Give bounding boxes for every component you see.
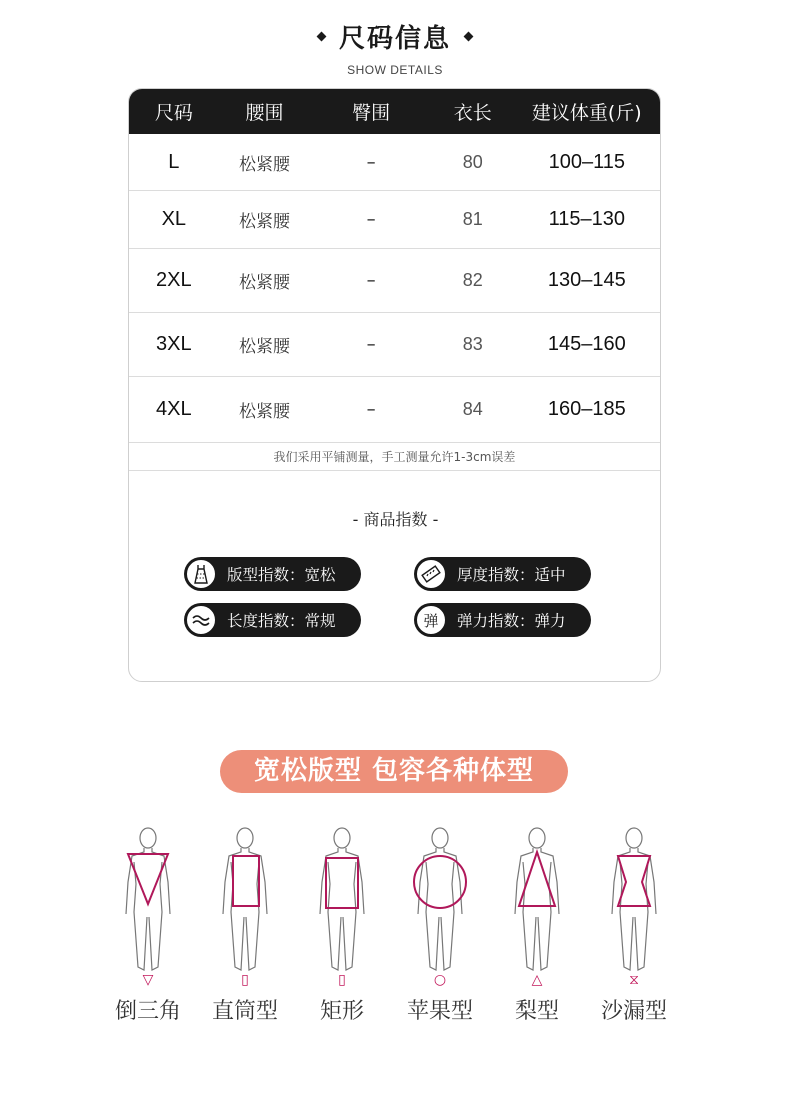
cell-size: 2XL bbox=[156, 269, 192, 291]
body-type-item bbox=[584, 822, 684, 1092]
body-type-symbol: ○ bbox=[433, 972, 447, 988]
cell-length: 82 bbox=[462, 270, 483, 290]
diamond-icon bbox=[317, 32, 327, 42]
cell-hip: – bbox=[366, 270, 376, 291]
thickness-index-pill bbox=[414, 557, 591, 591]
cell-waist: 松紧腰 bbox=[238, 337, 290, 357]
header-length: 衣长 bbox=[453, 102, 492, 124]
index-title: - 商品指数 - bbox=[352, 510, 439, 529]
fit-index-pill bbox=[184, 557, 361, 591]
cell-size: 4XL bbox=[156, 398, 192, 420]
section-header bbox=[0, 18, 790, 77]
cell-waist: 松紧腰 bbox=[238, 273, 290, 293]
body-type-label: 苹果型 bbox=[406, 999, 473, 1024]
header-waist: 腰围 bbox=[245, 102, 284, 124]
section-subtitle: SHOW DETAILS bbox=[347, 63, 443, 77]
cell-weight: 115–130 bbox=[548, 208, 625, 230]
cell-waist: 松紧腰 bbox=[238, 402, 290, 422]
cell-size: 3XL bbox=[156, 333, 192, 355]
elastic-icon: 弹 bbox=[415, 604, 447, 636]
index-label: 长度指数：常规 bbox=[227, 612, 336, 630]
dress-icon bbox=[185, 558, 217, 590]
cell-weight: 100–115 bbox=[548, 150, 625, 173]
body-type-symbol: △ bbox=[531, 972, 543, 988]
body-type-label: 矩形 bbox=[319, 999, 364, 1024]
header-size: 尺码 bbox=[154, 102, 193, 124]
body-type-item bbox=[195, 822, 295, 1092]
table-row bbox=[129, 313, 660, 377]
body-type-symbol: ▽ bbox=[142, 972, 154, 988]
section-title: 尺码信息 bbox=[338, 24, 451, 54]
cell-hip: – bbox=[366, 399, 376, 420]
body-type-symbol: ⧖ bbox=[629, 972, 639, 988]
cell-hip: – bbox=[366, 334, 376, 355]
body-figure-icon bbox=[292, 822, 392, 992]
body-type-label: 倒三角 bbox=[114, 999, 181, 1024]
cell-waist: 松紧腰 bbox=[238, 212, 290, 232]
table-row bbox=[129, 134, 660, 191]
table-row bbox=[129, 249, 660, 313]
index-label: 版型指数：宽松 bbox=[227, 566, 336, 584]
ruler-icon bbox=[415, 558, 447, 590]
body-type-item bbox=[390, 822, 490, 1092]
body-type-item bbox=[98, 822, 198, 1092]
size-table-body bbox=[129, 134, 660, 443]
table-row bbox=[129, 191, 660, 249]
cell-waist: 松紧腰 bbox=[238, 154, 290, 175]
cell-hip: – bbox=[366, 209, 376, 230]
body-type-label: 沙漏型 bbox=[600, 999, 667, 1024]
measurement-note: 我们采用平铺测量，手工测量允许1-3cm误差 bbox=[129, 443, 660, 471]
body-type-figures bbox=[0, 822, 790, 1092]
fit-banner: 宽松版型 包容各种体型 bbox=[220, 750, 568, 793]
cell-length: 83 bbox=[462, 334, 483, 354]
wave-icon bbox=[185, 604, 217, 636]
body-figure-icon bbox=[584, 822, 684, 992]
cell-hip: – bbox=[366, 151, 376, 173]
header-weight: 建议体重(斤) bbox=[531, 102, 642, 124]
elastic-index-pill bbox=[414, 603, 591, 637]
cell-weight: 130–145 bbox=[547, 269, 626, 291]
body-type-label: 直筒型 bbox=[211, 999, 278, 1024]
index-label: 弹力指数：弹力 bbox=[457, 612, 566, 630]
cell-weight: 145–160 bbox=[547, 333, 626, 355]
body-type-symbol: ▯ bbox=[241, 972, 249, 988]
cell-size: XL bbox=[161, 208, 187, 230]
body-type-label: 梨型 bbox=[514, 999, 559, 1024]
cell-size: L bbox=[168, 150, 180, 173]
cell-length: 81 bbox=[462, 209, 483, 229]
size-card bbox=[128, 88, 661, 682]
body-type-symbol: ▯ bbox=[338, 972, 346, 988]
diamond-icon bbox=[464, 32, 474, 42]
cell-length: 84 bbox=[462, 399, 483, 419]
cell-length: 80 bbox=[462, 151, 483, 172]
body-type-item bbox=[487, 822, 587, 1092]
body-figure-icon bbox=[195, 822, 295, 992]
table-row bbox=[129, 377, 660, 443]
size-table-header bbox=[129, 89, 660, 134]
body-type-item bbox=[292, 822, 392, 1092]
cell-weight: 160–185 bbox=[547, 398, 626, 420]
body-figure-icon bbox=[98, 822, 198, 992]
length-index-pill bbox=[184, 603, 361, 637]
body-figure-icon bbox=[487, 822, 587, 992]
index-label: 厚度指数：适中 bbox=[457, 566, 566, 584]
body-figure-icon bbox=[390, 822, 490, 992]
header-hip: 臀围 bbox=[352, 102, 391, 124]
